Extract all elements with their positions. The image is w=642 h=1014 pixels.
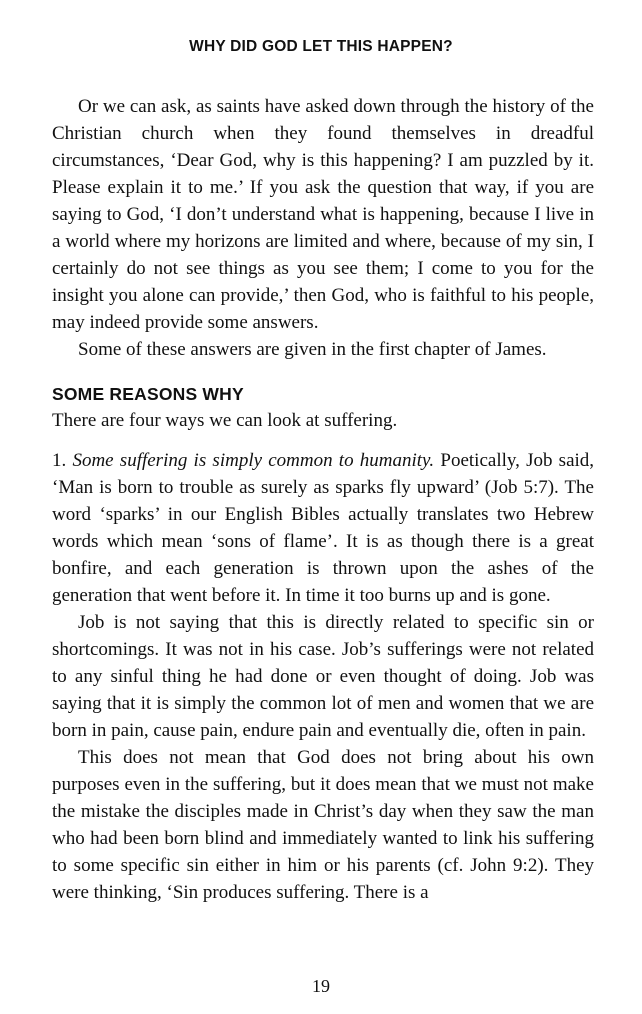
- paragraph: Some of these answers are given in the first chapter of James.: [78, 339, 547, 360]
- paragraph: This does not mean that God does not bring about his own purposes even in the suffering, but it does mean that we must not make the mistake the disciples made in Christ’s day when they saw the man who had been born blind and immediately wanted to link his suffering to some specific sin either in him or his parents (cf. John 9:2). They were thinking, ‘Sin produces suffering. There is a: [52, 747, 594, 903]
- point-number: 1.: [52, 450, 67, 471]
- paragraph: Job is not saying that this is directly related to specific sin or shortcomings. It was not in his case. Job’s sufferings were not related to any sinful thing he had done or even thought of doing. Job was saying that it is simply the common lot of men and women that we are born in pain, cause pain, endure pain and eventually die, often in pain.: [52, 612, 594, 741]
- page-number: 19: [312, 976, 330, 996]
- intro-paragraph: There are four ways we can look at suffering.: [52, 410, 398, 431]
- section-heading: SOME REASONS WHY: [52, 384, 244, 404]
- running-head: WHY DID GOD LET THIS HAPPEN?: [189, 38, 453, 55]
- point-title: Some suffering is simply common to humanity.: [72, 450, 435, 471]
- point-paragraph: [52, 447, 594, 609]
- point-text: Poetically, Job said, ‘Man is born to trouble as surely as sparks fly upward’ (Job 5:7). The word ‘sparks’ in our English Bibles actually translates two Hebrew words which mean ‘sons of flame’. It is as though there is a great bonfire, and each generation is thrown upon the ashes of the generation that went before it. In time it too burns up and is gone.: [52, 450, 595, 606]
- paragraph: Or we can ask, as saints have asked down through the history of the Christian church when they found themselves in dreadful circumstances, ‘Dear God, why is this happening? I am puzzled by it. Please explain it to me.’ If you ask the question that way, if you are saying to God, ‘I don’t understand what is happening, because I live in a world where my horizons are limited and where, because of my sin, I certainly do not see things as you see them; I come to you for the insight you alone can provide,’ then God, who is faithful to his people, may indeed provide some answers.: [52, 96, 594, 333]
- body-text: [52, 93, 594, 906]
